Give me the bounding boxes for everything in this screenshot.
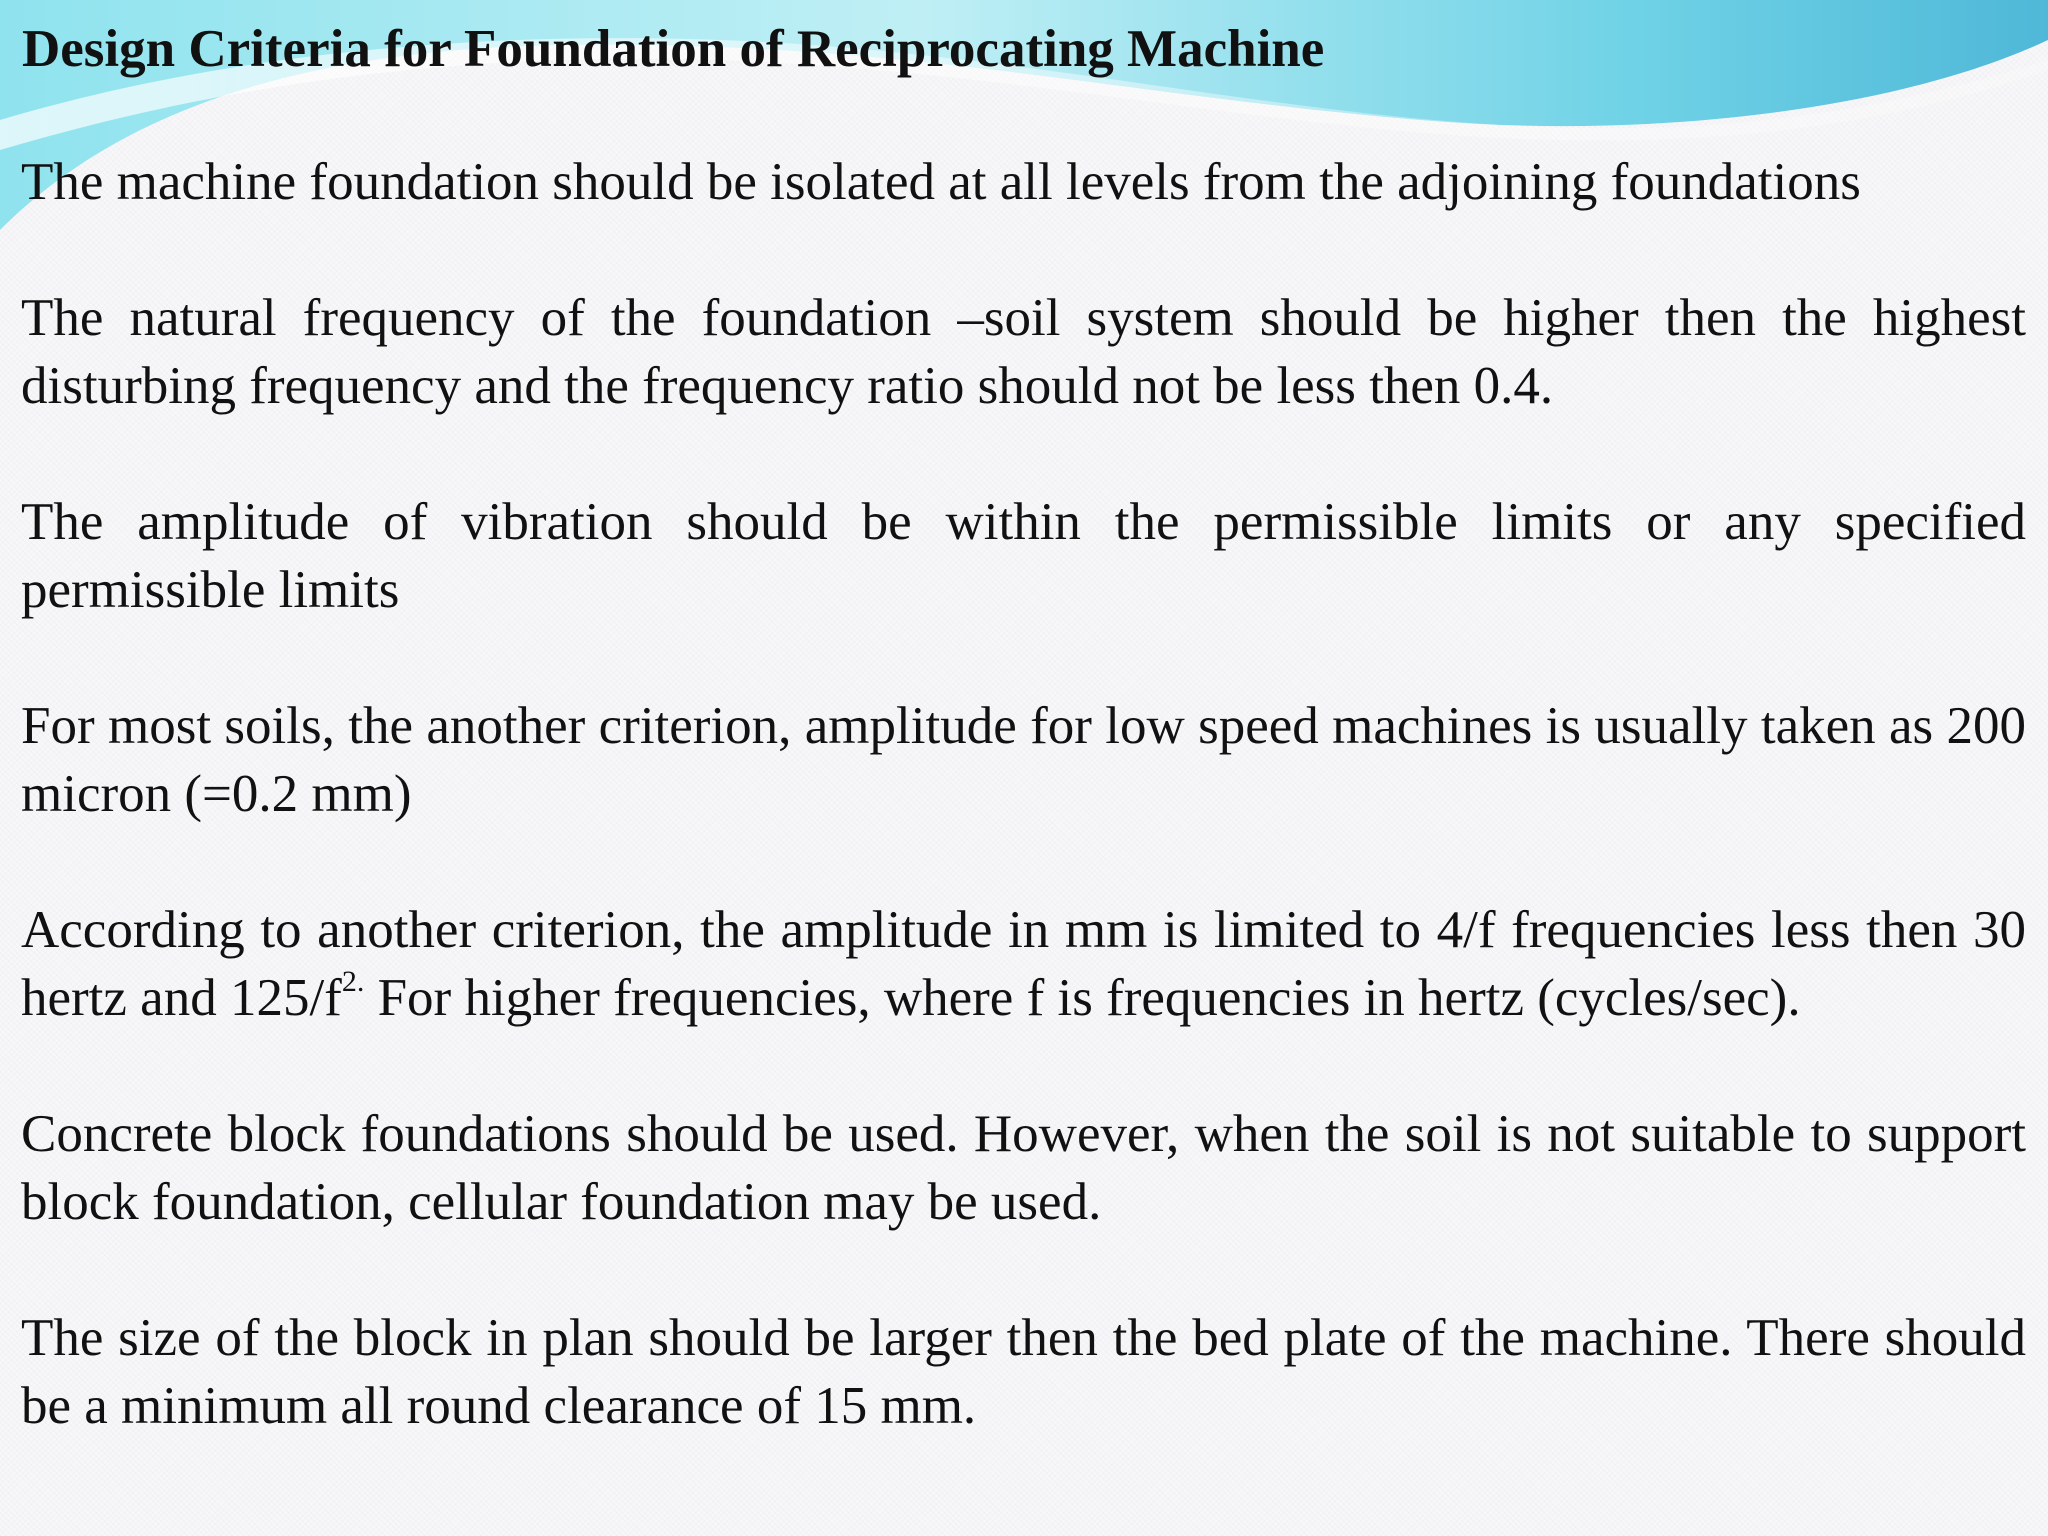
- criterion-frequency-text-after: For higher frequencies, where f is frequencies in hertz (cycles/sec).: [364, 969, 1801, 1027]
- criterion-concrete-block: Concrete block foundations should be used. However, when the soil is not suitable to support block foundation, cellular foundation may be used.: [21, 1105, 2026, 1231]
- criterion-block-size: The size of the block in plan should be larger then the bed plate of the machine. There should be a minimum all round clearance of 15 mm.: [21, 1309, 2026, 1435]
- criterion-natural-frequency: The natural frequency of the foundation –soil system should be higher then the highest disturbing frequency and the frequency ratio should not be less then 0.4.: [21, 289, 2026, 415]
- criterion-amplitude-limits: The amplitude of vibration should be within the permissible limits or any specified permissible limits: [21, 493, 2026, 619]
- criteria-list: [21, 148, 2026, 1440]
- criterion-low-speed-amplitude: For most soils, the another criterion, amplitude for low speed machines is usually taken as 200 micron (=0.2 mm): [21, 697, 2026, 823]
- criterion-isolation: The machine foundation should be isolated at all levels from the adjoining foundations: [21, 153, 1861, 211]
- criterion-frequency-text-before: According to another criterion, the amplitude in mm is limited to 4/f frequencies less then 30 hertz and 125/f: [21, 901, 2026, 1027]
- superscript-exponent: 2.: [341, 965, 365, 998]
- slide-title: Design Criteria for Foundation of Reciprocating Machine: [22, 20, 1325, 78]
- criterion-frequency-amplitude: [21, 896, 2026, 1032]
